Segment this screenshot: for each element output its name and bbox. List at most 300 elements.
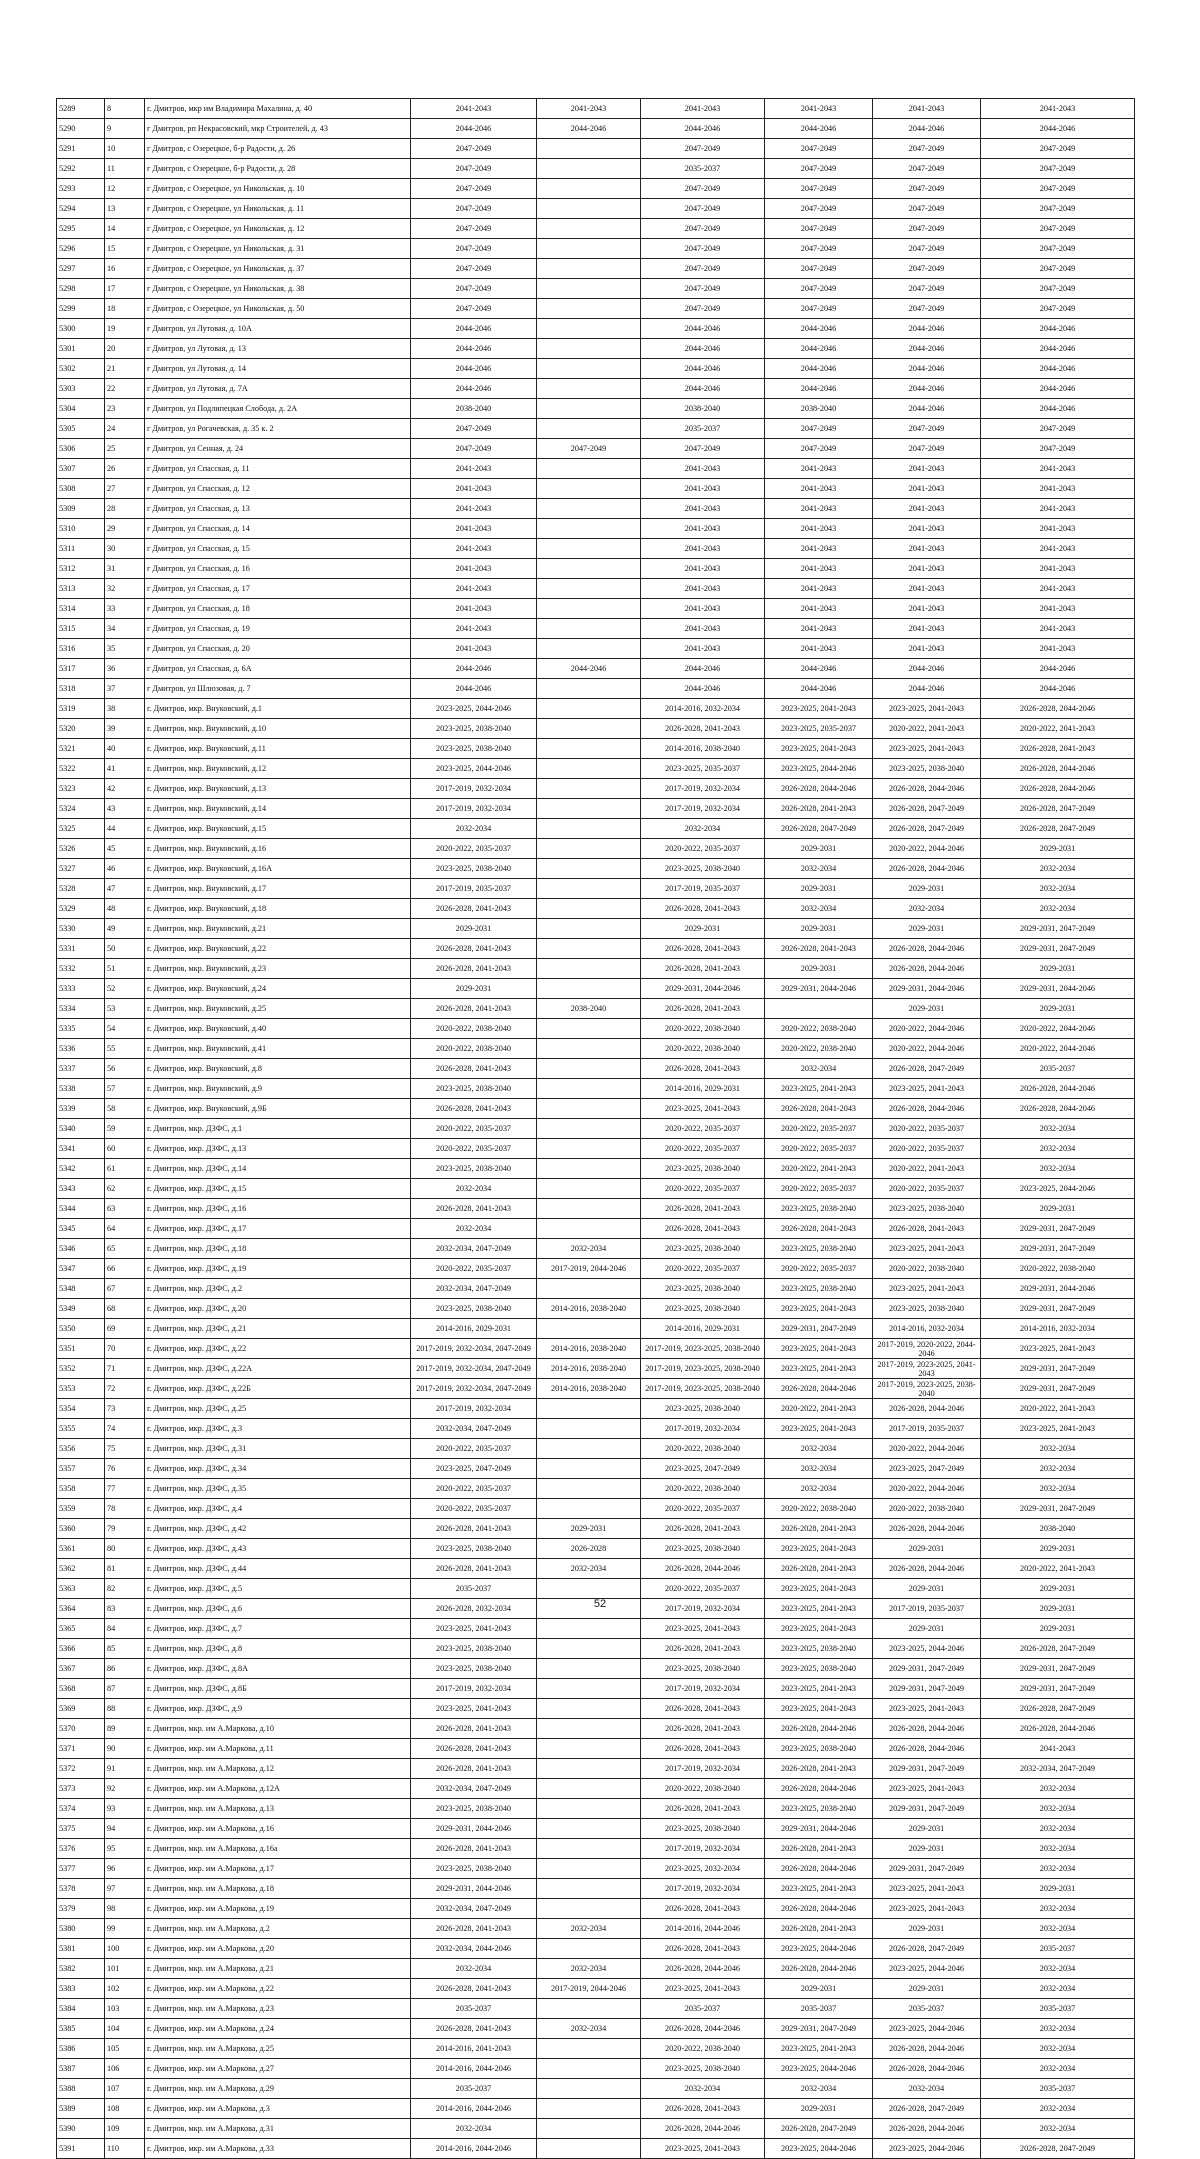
period-cell-1: 2032-2034, 2047-2049: [411, 1279, 537, 1299]
row-number-cell: 5375: [57, 1819, 105, 1839]
period-cell-5: 2023-2025, 2038-2040: [873, 1299, 981, 1319]
period-cell-2: [537, 539, 641, 559]
period-cell-5: 2044-2046: [873, 319, 981, 339]
address-cell: г. Дмитров, мкр. Внуковский, д.40: [145, 1019, 411, 1039]
period-cell-3: 2026-2028, 2041-2043: [641, 1739, 765, 1759]
row-number-cell: 5374: [57, 1799, 105, 1819]
period-cell-2: [537, 2059, 641, 2079]
address-cell: г. Дмитров, мкр. ДЗФС, д.7: [145, 1619, 411, 1639]
period-cell-6: 2020-2022, 2041-2043: [981, 1559, 1135, 1579]
period-cell-2: 2014-2016, 2038-2040: [537, 1299, 641, 1319]
period-cell-3: 2047-2049: [641, 259, 765, 279]
period-cell-2: 2044-2046: [537, 659, 641, 679]
period-cell-3: 2026-2028, 2041-2043: [641, 1639, 765, 1659]
item-number-cell: 27: [105, 479, 145, 499]
address-cell: г. Дмитров, мкр. Внуковский, д.14: [145, 799, 411, 819]
address-cell: г. Дмитров, мкр. им А.Маркова, д.33: [145, 2139, 411, 2159]
table-row: [57, 1879, 1135, 1899]
period-cell-1: 2044-2046: [411, 319, 537, 339]
period-cell-3: 2017-2019, 2032-2034: [641, 1679, 765, 1699]
table-row: [57, 1419, 1135, 1439]
period-cell-3: 2044-2046: [641, 379, 765, 399]
period-cell-6: 2020-2022, 2041-2043: [981, 719, 1135, 739]
table-row: [57, 859, 1135, 879]
period-cell-1: 2047-2049: [411, 219, 537, 239]
period-cell-2: [537, 759, 641, 779]
period-cell-1: 2014-2016, 2044-2046: [411, 2139, 537, 2159]
period-cell-5: 2026-2028, 2044-2046: [873, 1559, 981, 1579]
address-cell: г Дмитров, ул Спасская, д. 6А: [145, 659, 411, 679]
period-cell-5: 2044-2046: [873, 399, 981, 419]
row-number-cell: 5323: [57, 779, 105, 799]
address-cell: г. Дмитров, мкр. ДЗФС, д.5: [145, 1579, 411, 1599]
period-cell-1: 2023-2025, 2038-2040: [411, 1159, 537, 1179]
address-cell: г. Дмитров, мкр. Внуковский, д.12: [145, 759, 411, 779]
period-cell-1: 2023-2025, 2041-2043: [411, 1699, 537, 1719]
period-cell-5: 2029-2031: [873, 1539, 981, 1559]
period-cell-5: 2029-2031, 2047-2049: [873, 1859, 981, 1879]
period-cell-6: 2035-2037: [981, 2079, 1135, 2099]
address-cell: г Дмитров, с Озерецкое, ул Никольская, д. 10: [145, 179, 411, 199]
period-cell-3: 2026-2028, 2044-2046: [641, 2119, 765, 2139]
period-cell-4: 2023-2025, 2041-2043: [765, 1619, 873, 1639]
table-row: [57, 2139, 1135, 2159]
address-cell: г. Дмитров, мкр. ДЗФС, д.22: [145, 1339, 411, 1359]
item-number-cell: 87: [105, 1679, 145, 1699]
period-cell-4: 2047-2049: [765, 439, 873, 459]
period-cell-3: 2047-2049: [641, 239, 765, 259]
period-cell-3: 2023-2025, 2038-2040: [641, 1539, 765, 1559]
period-cell-1: 2014-2016, 2029-2031: [411, 1319, 537, 1339]
period-cell-6: 2044-2046: [981, 359, 1135, 379]
item-number-cell: 21: [105, 359, 145, 379]
period-cell-1: 2047-2049: [411, 199, 537, 219]
item-number-cell: 92: [105, 1779, 145, 1799]
period-cell-1: 2026-2028, 2041-2043: [411, 899, 537, 919]
period-cell-6: 2029-2031, 2047-2049: [981, 919, 1135, 939]
period-cell-2: [537, 179, 641, 199]
period-cell-3: 2014-2016, 2038-2040: [641, 739, 765, 759]
period-cell-4: 2026-2028, 2041-2043: [765, 1759, 873, 1779]
table-row: [57, 879, 1135, 899]
table-row: [57, 239, 1135, 259]
period-cell-3: 2020-2022, 2035-2037: [641, 1139, 765, 1159]
period-cell-2: [537, 199, 641, 219]
table-row: [57, 559, 1135, 579]
period-cell-4: 2047-2049: [765, 179, 873, 199]
period-cell-3: 2023-2025, 2038-2040: [641, 859, 765, 879]
period-cell-6: 2026-2028, 2047-2049: [981, 1699, 1135, 1719]
period-cell-1: 2023-2025, 2038-2040: [411, 719, 537, 739]
item-number-cell: 17: [105, 279, 145, 299]
row-number-cell: 5355: [57, 1419, 105, 1439]
period-cell-5: 2026-2028, 2044-2046: [873, 1519, 981, 1539]
period-cell-4: 2023-2025, 2041-2043: [765, 1699, 873, 1719]
address-cell: г Дмитров, ул Сенная, д. 24: [145, 439, 411, 459]
period-cell-4: 2026-2028, 2044-2046: [765, 1719, 873, 1739]
period-cell-2: [537, 519, 641, 539]
item-number-cell: 81: [105, 1559, 145, 1579]
row-number-cell: 5361: [57, 1539, 105, 1559]
period-cell-2: [537, 1279, 641, 1299]
period-cell-1: 2023-2025, 2038-2040: [411, 1859, 537, 1879]
period-cell-1: 2041-2043: [411, 499, 537, 519]
period-cell-4: 2047-2049: [765, 159, 873, 179]
address-cell: г. Дмитров, мкр. им А.Маркова, д.10: [145, 1719, 411, 1739]
period-cell-5: 2020-2022, 2044-2046: [873, 1019, 981, 1039]
period-cell-4: 2026-2028, 2044-2046: [765, 1959, 873, 1979]
period-cell-6: 2041-2043: [981, 579, 1135, 599]
item-number-cell: 40: [105, 739, 145, 759]
period-cell-4: 2032-2034: [765, 899, 873, 919]
address-cell: г Дмитров, ул Спасская, д. 20: [145, 639, 411, 659]
period-cell-1: 2041-2043: [411, 599, 537, 619]
address-cell: г Дмитров, с Озерецкое, ул Никольская, д. 12: [145, 219, 411, 239]
period-cell-3: 2047-2049: [641, 279, 765, 299]
period-cell-1: 2026-2028, 2041-2043: [411, 1559, 537, 1579]
period-cell-1: 2044-2046: [411, 379, 537, 399]
row-number-cell: 5348: [57, 1279, 105, 1299]
period-cell-1: 2020-2022, 2035-2037: [411, 839, 537, 859]
period-cell-5: 2023-2025, 2041-2043: [873, 1899, 981, 1919]
period-cell-2: [537, 1399, 641, 1419]
item-number-cell: 30: [105, 539, 145, 559]
address-cell: г Дмитров, с Озерецкое, б-р Радости, д. 26: [145, 139, 411, 159]
period-cell-2: [537, 1219, 641, 1239]
period-cell-4: 2044-2046: [765, 359, 873, 379]
period-cell-6: 2032-2034: [981, 1459, 1135, 1479]
period-cell-3: 2023-2025, 2047-2049: [641, 1459, 765, 1479]
period-cell-5: 2029-2031: [873, 1819, 981, 1839]
row-number-cell: 5301: [57, 339, 105, 359]
period-cell-3: 2020-2022, 2038-2040: [641, 1439, 765, 1459]
period-cell-1: 2047-2049: [411, 299, 537, 319]
table-row: [57, 1539, 1135, 1559]
period-cell-5: 2026-2028, 2044-2046: [873, 859, 981, 879]
address-cell: г. Дмитров, мкр. ДЗФС, д.15: [145, 1179, 411, 1199]
repair-schedule-table: [56, 98, 1135, 2159]
row-number-cell: 5313: [57, 579, 105, 599]
period-cell-4: 2032-2034: [765, 2079, 873, 2099]
period-cell-6: 2029-2031, 2044-2046: [981, 979, 1135, 999]
item-number-cell: 46: [105, 859, 145, 879]
period-cell-4: 2032-2034: [765, 1439, 873, 1459]
address-cell: г. Дмитров, мкр. ДЗФС, д.31: [145, 1439, 411, 1459]
period-cell-6: 2032-2034: [981, 2039, 1135, 2059]
period-cell-2: [537, 939, 641, 959]
table-row: [57, 1059, 1135, 1079]
row-number-cell: 5378: [57, 1879, 105, 1899]
period-cell-1: 2041-2043: [411, 579, 537, 599]
period-cell-1: 2038-2040: [411, 399, 537, 419]
period-cell-6: 2032-2034: [981, 1819, 1135, 1839]
period-cell-4: 2041-2043: [765, 639, 873, 659]
period-cell-3: 2017-2019, 2032-2034: [641, 1419, 765, 1439]
table-row: [57, 1459, 1135, 1479]
period-cell-5: 2029-2031: [873, 879, 981, 899]
period-cell-1: 2020-2022, 2035-2037: [411, 1259, 537, 1279]
table-row: [57, 919, 1135, 939]
address-cell: г. Дмитров, мкр. Внуковский, д.16: [145, 839, 411, 859]
period-cell-4: 2041-2043: [765, 99, 873, 119]
period-cell-6: 2032-2034: [981, 899, 1135, 919]
table-row: [57, 1139, 1135, 1159]
period-cell-3: 2023-2025, 2041-2043: [641, 1099, 765, 1119]
item-number-cell: 16: [105, 259, 145, 279]
period-cell-6: 2029-2031, 2047-2049: [981, 1659, 1135, 1679]
table-row: [57, 1739, 1135, 1759]
address-cell: г. Дмитров, мкр. им А.Маркова, д.11: [145, 1739, 411, 1759]
period-cell-6: 2041-2043: [981, 99, 1135, 119]
address-cell: г. Дмитров, мкр. ДЗФС, д.4: [145, 1499, 411, 1519]
table-row: [57, 379, 1135, 399]
period-cell-6: 2032-2034, 2047-2049: [981, 1759, 1135, 1779]
period-cell-2: [537, 879, 641, 899]
address-cell: г. Дмитров, мкр. Внуковский, д.9: [145, 1079, 411, 1099]
period-cell-3: 2026-2028, 2041-2043: [641, 999, 765, 1019]
period-cell-4: 2029-2031, 2044-2046: [765, 1819, 873, 1839]
row-number-cell: 5296: [57, 239, 105, 259]
period-cell-1: 2041-2043: [411, 559, 537, 579]
period-cell-3: 2026-2028, 2041-2043: [641, 1199, 765, 1219]
period-cell-1: 2026-2028, 2032-2034: [411, 1599, 537, 1619]
row-number-cell: 5384: [57, 1999, 105, 2019]
period-cell-3: 2026-2028, 2041-2043: [641, 2099, 765, 2119]
row-number-cell: 5336: [57, 1039, 105, 1059]
period-cell-1: 2020-2022, 2035-2037: [411, 1499, 537, 1519]
period-cell-1: 2017-2019, 2032-2034, 2047-2049: [411, 1379, 537, 1399]
address-cell: г. Дмитров, мкр. ДЗФС, д.22Б: [145, 1379, 411, 1399]
item-number-cell: 8: [105, 99, 145, 119]
row-number-cell: 5304: [57, 399, 105, 419]
period-cell-5: 2029-2031, 2047-2049: [873, 1799, 981, 1819]
address-cell: г Дмитров, с Озерецкое, ул Никольская, д. 50: [145, 299, 411, 319]
row-number-cell: 5331: [57, 939, 105, 959]
address-cell: г. Дмитров, мкр им Владимира Махалина, д. 40: [145, 99, 411, 119]
row-number-cell: 5322: [57, 759, 105, 779]
period-cell-5: 2044-2046: [873, 659, 981, 679]
row-number-cell: 5291: [57, 139, 105, 159]
period-cell-5: 2026-2028, 2044-2046: [873, 1719, 981, 1739]
period-cell-2: [537, 1619, 641, 1639]
row-number-cell: 5314: [57, 599, 105, 619]
table-row: [57, 299, 1135, 319]
row-number-cell: 5345: [57, 1219, 105, 1239]
period-cell-1: 2017-2019, 2035-2037: [411, 879, 537, 899]
period-cell-5: 2014-2016, 2032-2034: [873, 1319, 981, 1339]
address-cell: г. Дмитров, мкр. ДЗФС, д.35: [145, 1479, 411, 1499]
period-cell-1: 2041-2043: [411, 539, 537, 559]
period-cell-3: 2023-2025, 2038-2040: [641, 1659, 765, 1679]
item-number-cell: 94: [105, 1819, 145, 1839]
item-number-cell: 34: [105, 619, 145, 639]
item-number-cell: 24: [105, 419, 145, 439]
period-cell-3: 2047-2049: [641, 439, 765, 459]
period-cell-4: 2026-2028, 2041-2043: [765, 1099, 873, 1119]
period-cell-6: 2029-2031, 2047-2049: [981, 1679, 1135, 1699]
item-number-cell: 74: [105, 1419, 145, 1439]
table-row: [57, 899, 1135, 919]
period-cell-4: 2023-2025, 2041-2043: [765, 1359, 873, 1379]
period-cell-4: 2026-2028, 2041-2043: [765, 1559, 873, 1579]
period-cell-5: 2026-2028, 2047-2049: [873, 1059, 981, 1079]
period-cell-3: 2023-2025, 2038-2040: [641, 1239, 765, 1259]
period-cell-1: 2041-2043: [411, 99, 537, 119]
table-row: [57, 2099, 1135, 2119]
period-cell-3: 2041-2043: [641, 459, 765, 479]
row-number-cell: 5319: [57, 699, 105, 719]
period-cell-5: 2023-2025, 2044-2046: [873, 1959, 981, 1979]
period-cell-6: 2041-2043: [981, 519, 1135, 539]
period-cell-5: 2044-2046: [873, 339, 981, 359]
period-cell-6: 2035-2037: [981, 1939, 1135, 1959]
row-number-cell: 5330: [57, 919, 105, 939]
row-number-cell: 5383: [57, 1979, 105, 1999]
period-cell-6: 2032-2034: [981, 1959, 1135, 1979]
period-cell-4: 2041-2043: [765, 519, 873, 539]
period-cell-3: 2017-2019, 2023-2025, 2038-2040: [641, 1359, 765, 1379]
period-cell-5: 2020-2022, 2044-2046: [873, 839, 981, 859]
address-cell: г Дмитров, ул Спасская, д. 16: [145, 559, 411, 579]
period-cell-1: 2032-2034: [411, 2119, 537, 2139]
period-cell-3: 2026-2028, 2041-2043: [641, 1799, 765, 1819]
period-cell-6: 2041-2043: [981, 459, 1135, 479]
period-cell-6: 2041-2043: [981, 619, 1135, 639]
period-cell-2: [537, 339, 641, 359]
period-cell-2: [537, 899, 641, 919]
table-row: [57, 519, 1135, 539]
period-cell-5: 2041-2043: [873, 559, 981, 579]
period-cell-3: 2026-2028, 2041-2043: [641, 939, 765, 959]
table-row: [57, 399, 1135, 419]
period-cell-3: 2044-2046: [641, 659, 765, 679]
period-cell-1: 2035-2037: [411, 1579, 537, 1599]
period-cell-1: 2026-2028, 2041-2043: [411, 999, 537, 1019]
period-cell-6: 2044-2046: [981, 659, 1135, 679]
period-cell-6: 2026-2028, 2047-2049: [981, 819, 1135, 839]
period-cell-2: 2026-2028: [537, 1539, 641, 1559]
address-cell: г Дмитров, рп Некрасовский, мкр Строителей, д. 43: [145, 119, 411, 139]
period-cell-3: 2020-2022, 2035-2037: [641, 1259, 765, 1279]
period-cell-4: 2023-2025, 2041-2043: [765, 1679, 873, 1699]
period-cell-5: 2026-2028, 2044-2046: [873, 2119, 981, 2139]
period-cell-2: 2017-2019, 2044-2046: [537, 1259, 641, 1279]
period-cell-3: 2017-2019, 2032-2034: [641, 1599, 765, 1619]
period-cell-4: 2020-2022, 2038-2040: [765, 1499, 873, 1519]
table-row: [57, 1959, 1135, 1979]
period-cell-6: 2029-2031, 2044-2046: [981, 1279, 1135, 1299]
item-number-cell: 53: [105, 999, 145, 1019]
period-cell-3: 2041-2043: [641, 579, 765, 599]
period-cell-2: [537, 1859, 641, 1879]
item-number-cell: 58: [105, 1099, 145, 1119]
address-cell: г. Дмитров, мкр. им А.Маркова, д.22: [145, 1979, 411, 1999]
period-cell-1: 2026-2028, 2041-2043: [411, 1979, 537, 1999]
address-cell: г. Дмитров, мкр. им А.Маркова, д.27: [145, 2059, 411, 2079]
period-cell-6: 2047-2049: [981, 279, 1135, 299]
period-cell-1: 2029-2031, 2044-2046: [411, 1879, 537, 1899]
period-cell-3: 2020-2022, 2038-2040: [641, 1039, 765, 1059]
period-cell-2: 2014-2016, 2038-2040: [537, 1359, 641, 1379]
period-cell-4: 2029-2031: [765, 839, 873, 859]
period-cell-5: 2029-2031, 2047-2049: [873, 1679, 981, 1699]
table-row: [57, 1499, 1135, 1519]
period-cell-1: 2035-2037: [411, 2079, 537, 2099]
address-cell: г. Дмитров, мкр. ДЗФС, д.1: [145, 1119, 411, 1139]
period-cell-1: 2026-2028, 2041-2043: [411, 2019, 537, 2039]
period-cell-4: 2035-2037: [765, 1999, 873, 2019]
period-cell-1: 2029-2031: [411, 919, 537, 939]
row-number-cell: 5356: [57, 1439, 105, 1459]
address-cell: г. Дмитров, мкр. ДЗФС, д.22А: [145, 1359, 411, 1379]
period-cell-5: 2026-2028, 2044-2046: [873, 1099, 981, 1119]
row-number-cell: 5350: [57, 1319, 105, 1339]
period-cell-4: 2023-2025, 2041-2043: [765, 1079, 873, 1099]
item-number-cell: 98: [105, 1899, 145, 1919]
address-cell: г. Дмитров, мкр. им А.Маркова, д.25: [145, 2039, 411, 2059]
period-cell-4: 2047-2049: [765, 419, 873, 439]
address-cell: г. Дмитров, мкр. ДЗФС, д.34: [145, 1459, 411, 1479]
period-cell-3: 2017-2019, 2032-2034: [641, 779, 765, 799]
period-cell-1: 2032-2034: [411, 1219, 537, 1239]
period-cell-4: 2023-2025, 2038-2040: [765, 1199, 873, 1219]
period-cell-2: [537, 159, 641, 179]
period-cell-4: 2026-2028, 2044-2046: [765, 1779, 873, 1799]
period-cell-4: 2023-2025, 2041-2043: [765, 2039, 873, 2059]
period-cell-4: 2047-2049: [765, 199, 873, 219]
period-cell-3: 2026-2028, 2044-2046: [641, 1959, 765, 1979]
row-number-cell: 5354: [57, 1399, 105, 1419]
address-cell: г Дмитров, ул Спасская, д. 14: [145, 519, 411, 539]
table-row: [57, 159, 1135, 179]
item-number-cell: 102: [105, 1979, 145, 1999]
item-number-cell: 28: [105, 499, 145, 519]
item-number-cell: 51: [105, 959, 145, 979]
table-row: [57, 1859, 1135, 1879]
period-cell-5: 2026-2028, 2041-2043: [873, 1219, 981, 1239]
period-cell-6: 2038-2040: [981, 1519, 1135, 1539]
address-cell: г Дмитров, ул Спасская, д. 19: [145, 619, 411, 639]
period-cell-3: 2023-2025, 2041-2043: [641, 1619, 765, 1639]
period-cell-6: 2023-2025, 2041-2043: [981, 1419, 1135, 1439]
period-cell-4: 2026-2028, 2044-2046: [765, 779, 873, 799]
item-number-cell: 38: [105, 699, 145, 719]
table-row: [57, 799, 1135, 819]
item-number-cell: 63: [105, 1199, 145, 1219]
period-cell-4: 2023-2025, 2044-2046: [765, 1939, 873, 1959]
period-cell-6: 2026-2028, 2044-2046: [981, 1719, 1135, 1739]
period-cell-1: 2023-2025, 2038-2040: [411, 1539, 537, 1559]
address-cell: г. Дмитров, мкр. Внуковский, д.24: [145, 979, 411, 999]
address-cell: г. Дмитров, мкр. ДЗФС, д.18: [145, 1239, 411, 1259]
period-cell-1: 2026-2028, 2041-2043: [411, 1719, 537, 1739]
period-cell-5: 2029-2031: [873, 1919, 981, 1939]
period-cell-5: 2020-2022, 2035-2037: [873, 1179, 981, 1199]
period-cell-3: 2035-2037: [641, 419, 765, 439]
period-cell-5: 2020-2022, 2035-2037: [873, 1139, 981, 1159]
period-cell-1: 2032-2034: [411, 1179, 537, 1199]
table-row: [57, 479, 1135, 499]
row-number-cell: 5365: [57, 1619, 105, 1639]
period-cell-3: 2023-2025, 2041-2043: [641, 2139, 765, 2159]
period-cell-3: 2041-2043: [641, 539, 765, 559]
period-cell-2: [537, 1579, 641, 1599]
period-cell-5: 2020-2022, 2041-2043: [873, 1159, 981, 1179]
period-cell-6: 2029-2031: [981, 1879, 1135, 1899]
period-cell-3: 2014-2016, 2044-2046: [641, 1919, 765, 1939]
row-number-cell: 5368: [57, 1679, 105, 1699]
period-cell-1: 2047-2049: [411, 179, 537, 199]
